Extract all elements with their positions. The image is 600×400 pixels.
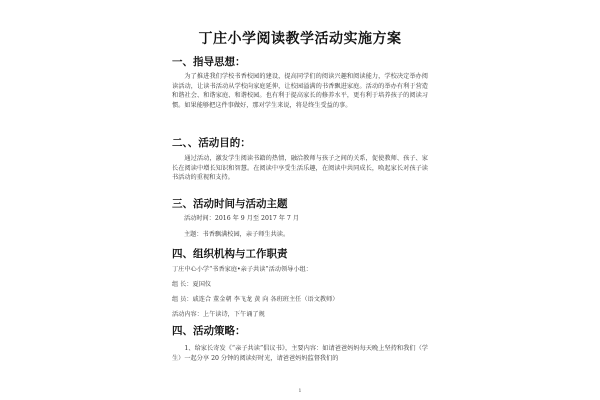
- document-title: 丁庄小学阅读教学活动实施方案: [198, 31, 402, 47]
- section-heading-guiding-ideology: 一、指导思想：: [172, 56, 246, 68]
- activity-time: 活动时间：2016 年 9 月至 2017 年 7 月: [184, 215, 300, 222]
- section-heading-purpose: 二、、活动目的：: [172, 137, 251, 149]
- group-members: 组 员：戚连合 董金朝 李飞龙 黄 向 各班班主任（语文教师）: [172, 296, 339, 303]
- section-heading-organization: 四、组织机构与工作职责: [172, 248, 288, 260]
- section-paragraph-strategy: 1、给家长寄发《“亲子共读”倡议书》，主要内容：如请爸爸妈妈每天晚上坚持和我们（学生）一起分享 20 分钟的阅读好时光，请爸爸妈妈监督我们的: [172, 345, 428, 362]
- section-paragraph-purpose: 通过活动，激发学生阅读书籍的热情，融洽教师与孩子之间的关系，促使教师、孩子、家长在阅读中增长知识和智慧。在阅读中享受生活乐趣，在阅读中共同成长，唤起家长对孩子读书活动的重视和支持。: [172, 155, 428, 182]
- group-leader: 组 长：夏国仪: [172, 281, 212, 288]
- activity-content: 活动内容：上午读诗，下午诵了规: [172, 311, 265, 318]
- page-number: 1: [298, 388, 302, 394]
- section-paragraph-guiding-ideology: 为了推进我们学校书香校园的建设，提高同学们的阅读兴趣和阅读能力，学校决定举办阅读活动，让读书活动从学校向家庭延伸，让校园溢满的书香飘进家庭。活动的举办有利于营造和谐社会、和谐家庭、和谐校园。也有利于提高家长的修养水平，更有利于培养孩子的阅读习惯。如果能够把这件事做好，那对学生来说，将是终生受益的事。: [172, 73, 428, 109]
- section-heading-time-theme: 三、活动时间与活动主题: [172, 198, 288, 210]
- section-heading-strategy: 四、活动策略：: [172, 325, 246, 337]
- activity-theme: 主题：书香飘满校园，亲子师生共读。: [184, 231, 290, 238]
- organization-intro: 丁庄中心小学“书香家庭•亲子共读”活动领导小组：: [172, 266, 312, 273]
